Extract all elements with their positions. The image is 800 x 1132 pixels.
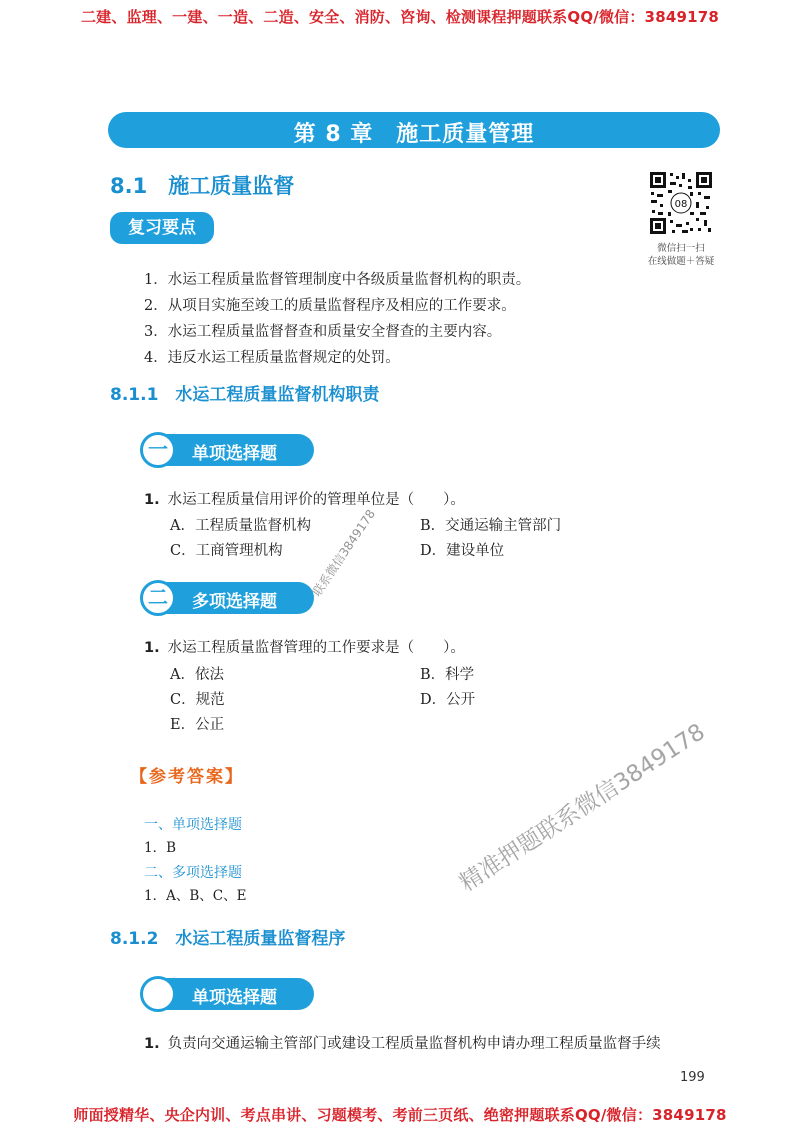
question-type-label: 单项选择题 [192, 988, 277, 1008]
option-a: A．依法 [170, 667, 224, 683]
question-number: 1. [144, 492, 160, 508]
bottom-ad-banner: 师面授精华、央企内训、考点串讲、习题模考、考前三页纸、绝密押题联系QQ/微信：3849178 [73, 1106, 727, 1124]
watermark-small: 联系微信3849178 [309, 507, 378, 599]
qr-code-icon[interactable] [648, 170, 714, 236]
single-choice-header [140, 976, 314, 1012]
top-ad-banner: 二建、监理、一建、一造、二造、安全、消防、咨询、检测课程押题联系QQ/微信：3849178 [80, 8, 720, 26]
watermark-large: 精准押题联系微信3849178 [455, 719, 710, 897]
chapter-header [108, 112, 720, 148]
question-stem: 水运工程质量监督管理的工作要求是（ ）。 [167, 640, 465, 656]
answer-value: 1．B [144, 840, 177, 856]
question-number: 1. [144, 640, 160, 656]
option-b: B．交通运输主管部门 [420, 518, 562, 534]
question-type-number: 一 [140, 976, 176, 1012]
option-c: C．规范 [170, 692, 225, 708]
review-point: 1．水运工程质量监督管理制度中各级质量监督机构的职责。 [144, 272, 531, 288]
single-choice-header [140, 432, 314, 468]
page-number: 199 [680, 1070, 705, 1085]
answer-heading: 一、单项选择题 [144, 817, 242, 833]
question-1-multi [144, 636, 465, 657]
multi-choice-header [140, 580, 314, 616]
answer-heading: 二、多项选择题 [144, 865, 242, 881]
question-type-label: 多项选择题 [192, 592, 277, 612]
option-d: D．建设单位 [420, 543, 505, 559]
review-point: 2．从项目实施至竣工的质量监督程序及相应的工作要求。 [144, 298, 516, 314]
qr-center-label: 08 [674, 199, 688, 210]
qr-caption-1: 微信扫一扫 [657, 243, 705, 254]
question-stem: 负责向交通运输主管部门或建设工程质量监督机构申请办理工程质量监督手续 [167, 1036, 661, 1052]
question-1-single [144, 488, 465, 509]
question-stem: 水运工程质量信用评价的管理单位是（ ）。 [167, 492, 465, 508]
answer-value: 1．A、B、C、E [144, 888, 247, 904]
option-d: D．公开 [420, 692, 476, 708]
question-type-label: 单项选择题 [192, 444, 277, 464]
review-point: 3．水运工程质量监督督查和质量安全督查的主要内容。 [144, 324, 502, 340]
review-points-label: 复习要点 [110, 212, 214, 244]
question-number: 1. [144, 1036, 160, 1052]
subsection-title-1: 8.1.1 水运工程质量监督机构职责 [110, 385, 380, 405]
chapter-title: 第 8 章 施工质量管理 [293, 122, 535, 147]
question-type-number: 一 [140, 432, 176, 468]
qr-caption-2: 在线做题＋答疑 [647, 256, 715, 267]
section-title: 8.1 施工质量监督 [110, 174, 295, 198]
option-c: C．工商管理机构 [170, 543, 283, 559]
subsection-title-2: 8.1.2 水运工程质量监督程序 [110, 929, 346, 949]
question-type-number: 二 [140, 580, 176, 616]
question-1-procedure [144, 1032, 661, 1053]
option-e: E．公正 [170, 717, 225, 733]
option-b: B．科学 [420, 667, 475, 683]
review-point: 4．违反水运工程质量监督规定的处罚。 [144, 350, 400, 366]
answer-title: 【参考答案】 [130, 767, 244, 787]
option-a: A．工程质量监督机构 [170, 518, 311, 534]
